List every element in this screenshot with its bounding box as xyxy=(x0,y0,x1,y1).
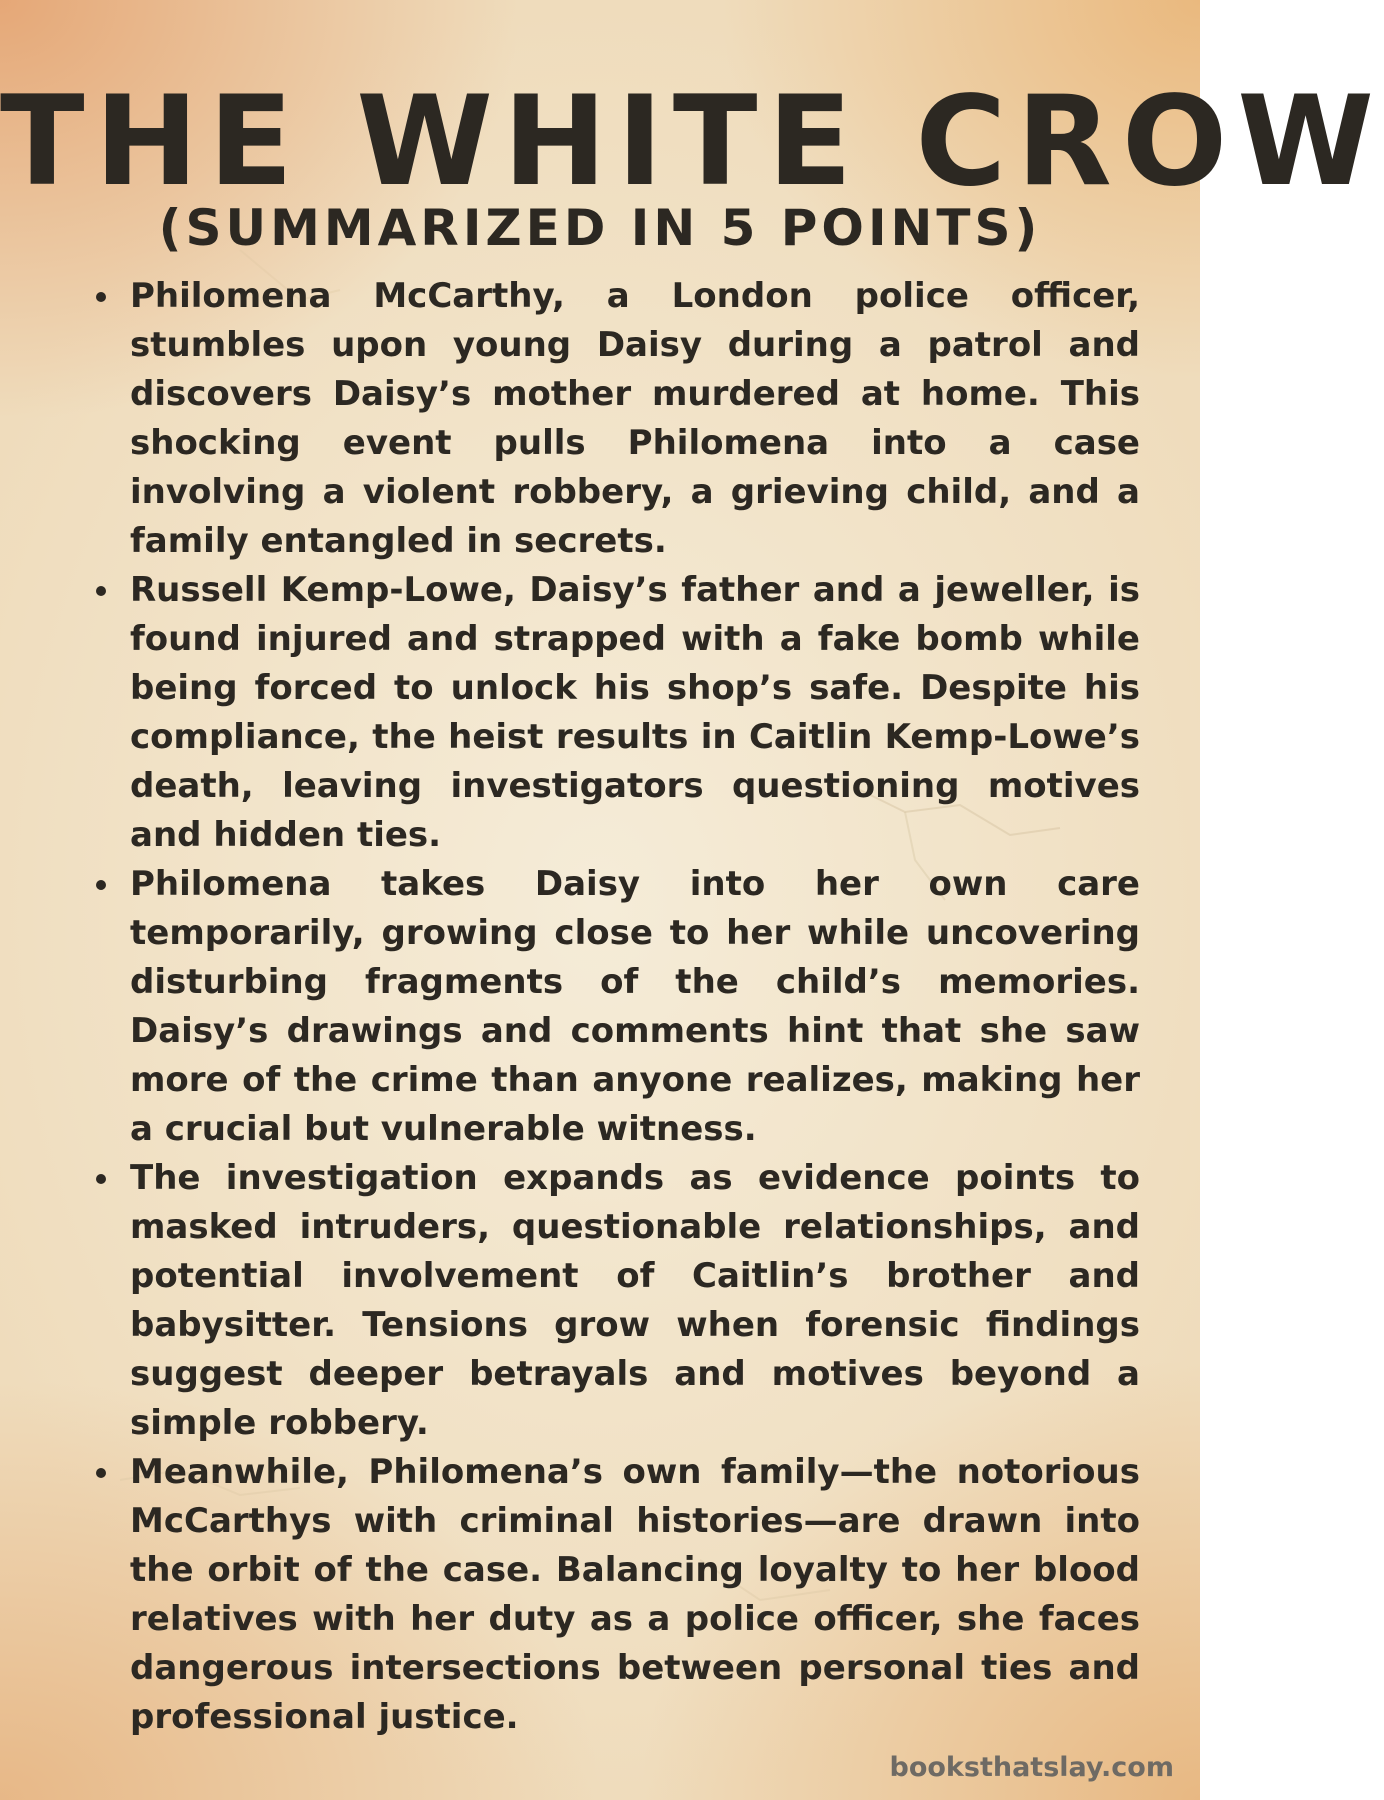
poster-title: THE WHITE CROW xyxy=(0,70,1384,214)
bullet-icon xyxy=(96,1174,106,1184)
summary-point xyxy=(96,1154,1140,1448)
summary-point xyxy=(96,566,1140,860)
summary-point xyxy=(96,860,1140,1154)
summary-point-text: Russell Kemp-Lowe, Daisy’s father and a jeweller, is found injured and strapped with a fake bomb while being forced to unlock his shop’s safe. Despite his compliance, the heist results in Caitlin Kemp-Lowe’s death, leaving investigators questioning motives and hidden ties. xyxy=(130,570,1140,855)
summary-point-text: Philomena takes Daisy into her own care temporarily, growing close to her while uncovering disturbing fragments of the child’s memories. Daisy’s drawings and comments hint that she saw more of the crime than anyone realizes, making her a crucial but vulnerable witness. xyxy=(130,864,1140,1149)
website-credit: booksthatslay.com xyxy=(889,1752,1174,1783)
summary-points-list xyxy=(96,272,1140,1742)
bullet-icon xyxy=(96,1468,106,1478)
bullet-icon xyxy=(96,880,106,890)
summary-point-text: Philomena McCarthy, a London police officer, stumbles upon young Daisy during a patrol and discovers Daisy’s mother murdered at home. This shocking event pulls Philomena into a case involving a violent robbery, a grieving child, and a family entangled in secrets. xyxy=(130,276,1140,561)
bullet-icon xyxy=(96,292,106,302)
summary-point xyxy=(96,1448,1140,1742)
summary-point-text: The investigation expands as evidence points to masked intruders, questionable relationships, and potential involvement of Caitlin’s brother and babysitter. Tensions grow when forensic findings suggest deeper betrayals and motives beyond a simple robbery. xyxy=(130,1158,1140,1443)
poster-subtitle: (SUMMARIZED IN 5 POINTS) xyxy=(158,199,1042,257)
bullet-icon xyxy=(96,586,106,596)
summary-point xyxy=(96,272,1140,566)
summary-point-text: Meanwhile, Philomena’s own family—the notorious McCarthys with criminal histories—are drawn into the orbit of the case. Balancing loyalty to her blood relatives with her duty as a police officer, she faces dangerous intersections between personal ties and professional justice. xyxy=(130,1452,1140,1737)
